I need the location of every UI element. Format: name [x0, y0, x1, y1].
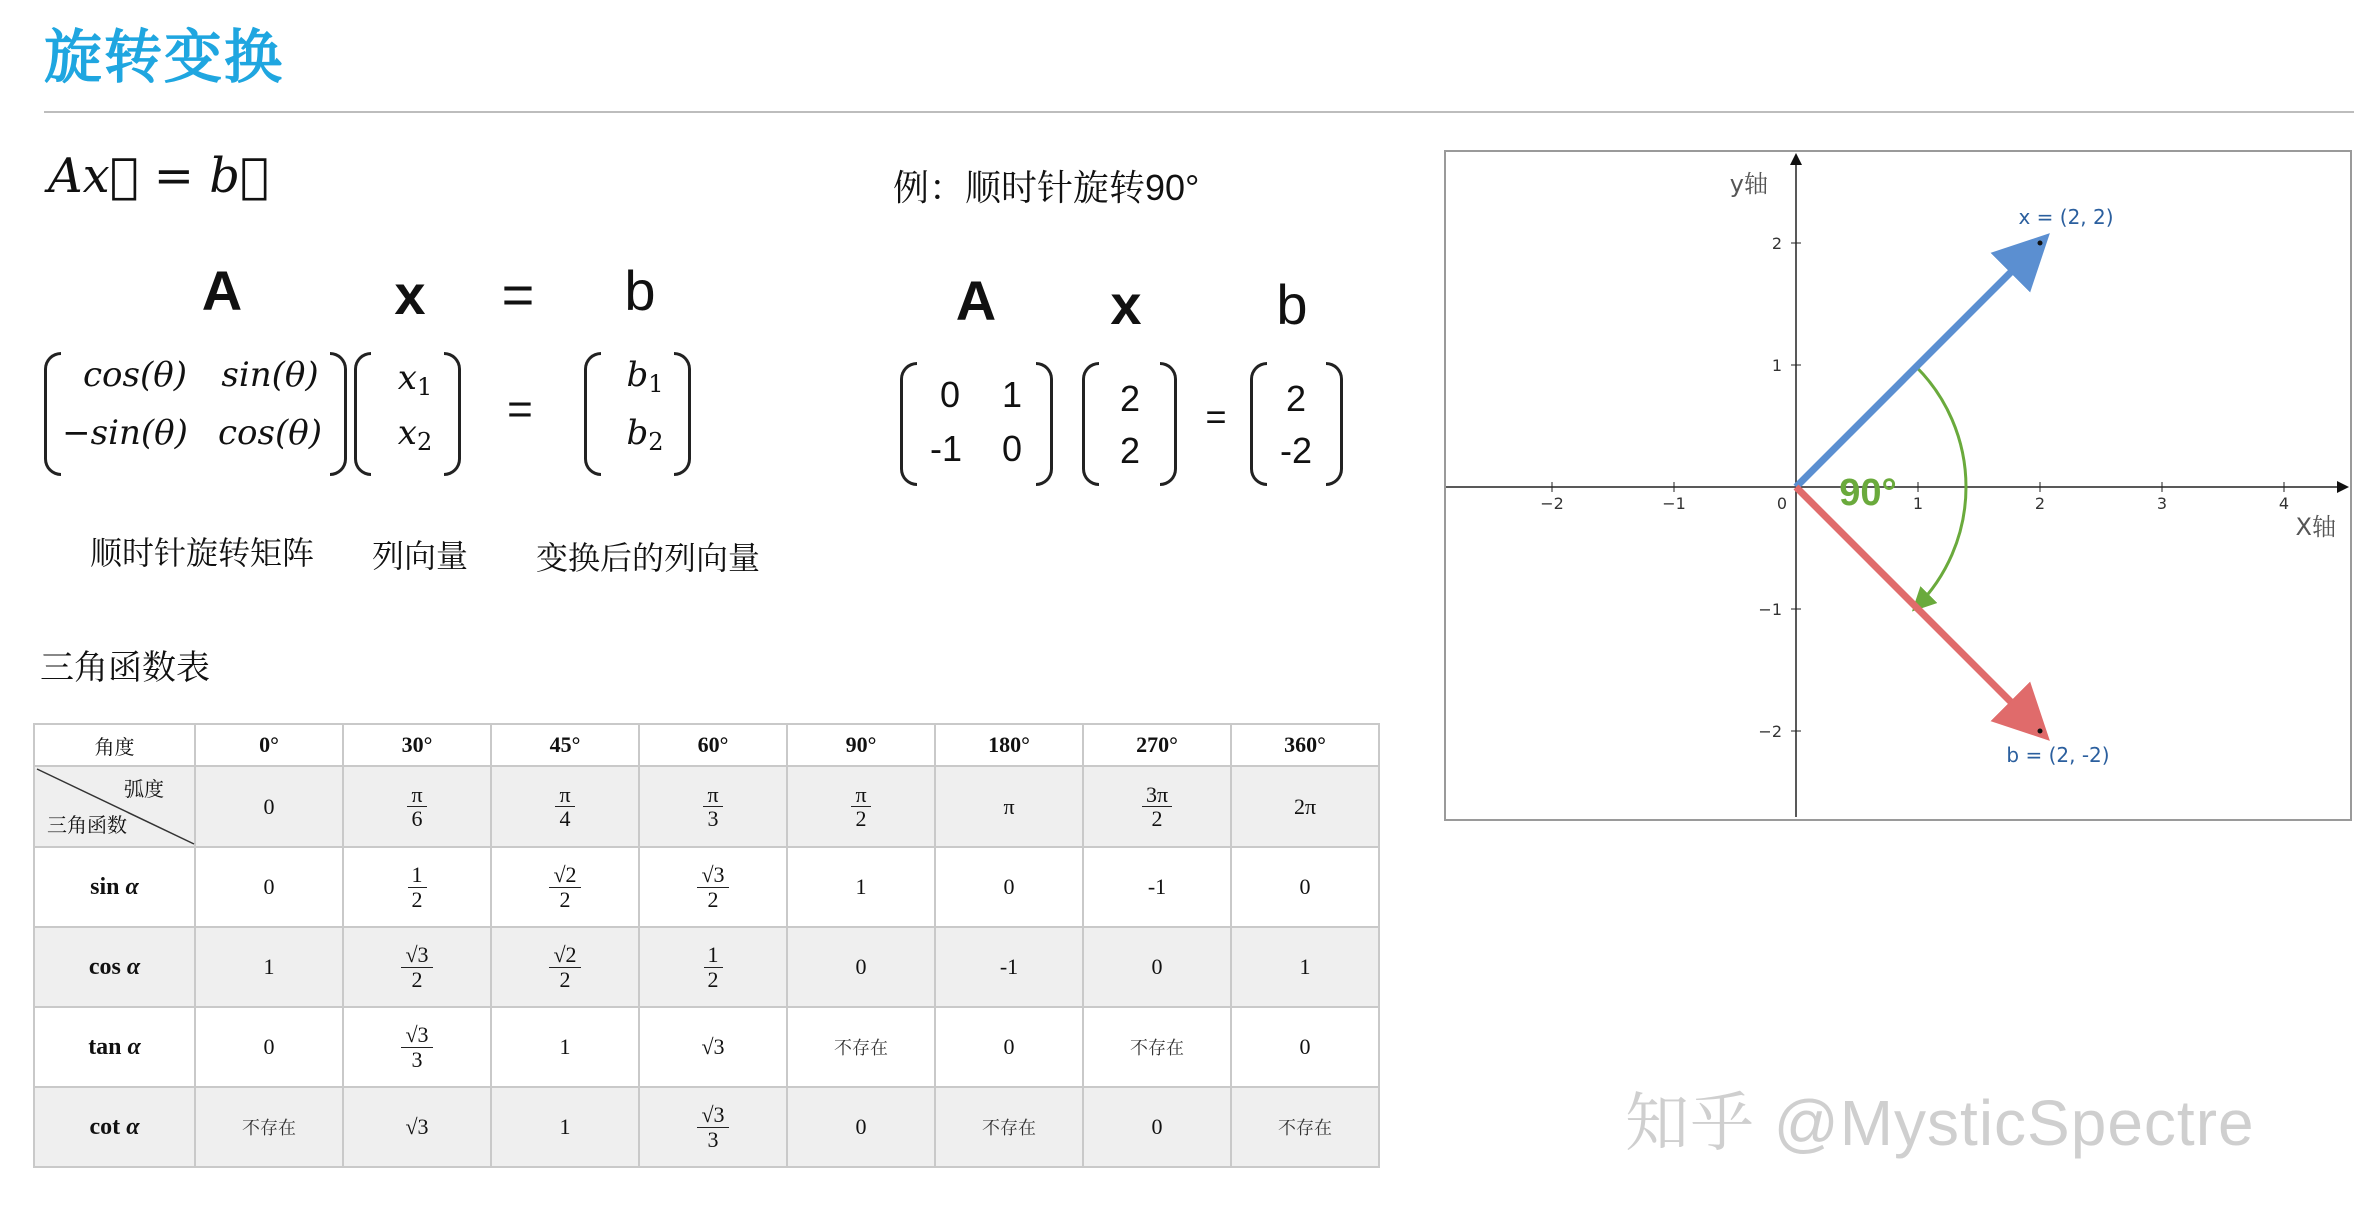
- example-vector-b-left-bracket: [1250, 362, 1267, 486]
- value-cell: 不存在: [935, 1087, 1083, 1167]
- x-tick-label: 4: [2278, 494, 2290, 513]
- vector-b-cell-2: $b_2$: [626, 413, 664, 456]
- value-cell: 1: [1231, 927, 1379, 1007]
- vector-x-arrow-tip: [2038, 241, 2043, 246]
- trig-function-label: 三角函数: [47, 813, 127, 837]
- x-tick-label: 3: [2156, 494, 2168, 513]
- table-row: [34, 927, 1379, 1007]
- radian-cell: $\frac{\pi}{2}$: [787, 766, 935, 847]
- value-cell: $\frac{√2}{2}$: [491, 927, 639, 1007]
- matrix-a-right-bracket: [330, 352, 347, 476]
- corner-diagonal-cell: [34, 766, 195, 847]
- value-cell: 0: [787, 1087, 935, 1167]
- y-tick-label: 1: [1771, 356, 1782, 375]
- y-tick-label: −1: [1758, 600, 1782, 619]
- x-tick-label: −2: [1540, 494, 1564, 513]
- vector-x-right-bracket: [444, 352, 461, 476]
- angle-header: 90°: [787, 724, 935, 766]
- value-cell: 1: [491, 1007, 639, 1087]
- matrix-a-cell-11: cos(θ): [83, 355, 187, 395]
- value-cell: 0: [1231, 847, 1379, 927]
- value-cell: 不存在: [1231, 1087, 1379, 1167]
- value-cell: 0: [195, 847, 343, 927]
- angle-header: 180°: [935, 724, 1083, 766]
- vector-b-arrow-tip: [2038, 729, 2043, 734]
- radian-cell: 2π: [1231, 766, 1379, 847]
- example-vector-x-cell-1: 2: [1119, 378, 1141, 419]
- matrix-a-cell-12: sin(θ): [221, 355, 319, 395]
- vector-b-label: b = (2, -2): [2006, 743, 2110, 767]
- value-cell: $\frac{√2}{2}$: [491, 847, 639, 927]
- value-cell: 0: [935, 1007, 1083, 1087]
- header-angle-label: 角度: [34, 724, 195, 766]
- vector-graph: [1444, 150, 2352, 821]
- value-cell: 0: [935, 847, 1083, 927]
- y-axis-label: y轴: [1729, 170, 1768, 198]
- radian-cell: 0: [195, 766, 343, 847]
- value-cell: -1: [1083, 847, 1231, 927]
- example-matrix-right-bracket: [1036, 362, 1053, 486]
- value-cell: $\frac{√3}{2}$: [343, 927, 491, 1007]
- table-row: [34, 847, 1379, 927]
- vector-b-right-bracket: [674, 352, 691, 476]
- radian-label: 弧度: [124, 777, 164, 801]
- example-vector-b-cell-1: 2: [1285, 378, 1307, 419]
- table-row: [34, 1087, 1379, 1167]
- vector-x-left-bracket: [354, 352, 371, 476]
- angle-header: 0°: [195, 724, 343, 766]
- vector-b-left-bracket: [584, 352, 601, 476]
- value-cell: $\frac{1}{2}$: [639, 927, 787, 1007]
- value-cell: 0: [1231, 1007, 1379, 1087]
- y-tick-label: 2: [1771, 234, 1782, 253]
- value-cell: √3: [639, 1007, 787, 1087]
- watermark: 知乎 @MysticSpectre: [1625, 1087, 2255, 1159]
- header-b: b: [624, 259, 656, 322]
- value-cell: 不存在: [1083, 1007, 1231, 1087]
- function-name: tan α: [34, 1007, 195, 1087]
- example-vector-b-cell-2: -2: [1279, 430, 1312, 471]
- function-name: cot α: [34, 1087, 195, 1167]
- value-cell: 不存在: [787, 1007, 935, 1087]
- angle-label: 90°: [1839, 472, 1897, 514]
- x-axis-label: X轴: [2295, 513, 2336, 541]
- angle-header: 30°: [343, 724, 491, 766]
- value-cell: 1: [491, 1087, 639, 1167]
- example-matrix-cell-12: 1: [1001, 374, 1023, 415]
- radian-cell: $\frac{3\pi}{2}$: [1083, 766, 1231, 847]
- angle-header: 45°: [491, 724, 639, 766]
- header-equals: =: [501, 263, 535, 326]
- x-tick-label: −1: [1662, 494, 1686, 513]
- value-cell: 0: [1083, 927, 1231, 1007]
- example-matrix-cell-22: 0: [1001, 428, 1023, 469]
- radian-cell: $\frac{\pi}{3}$: [639, 766, 787, 847]
- value-cell: -1: [935, 927, 1083, 1007]
- caption-column-vector: 列向量: [372, 538, 469, 574]
- value-cell: $\frac{√3}{2}$: [639, 847, 787, 927]
- y-tick-label: −2: [1758, 722, 1782, 741]
- graph-canvas: [1446, 152, 2350, 819]
- header-x: x: [394, 263, 426, 326]
- example-header-b: b: [1276, 273, 1308, 336]
- vector-x-arrow: [1796, 243, 2040, 487]
- matrix-a-left-bracket: [44, 352, 61, 476]
- function-name: sin α: [34, 847, 195, 927]
- trig-table-title: 三角函数表: [40, 649, 210, 687]
- general-equals-sign: =: [507, 385, 533, 434]
- table-row: [34, 1007, 1379, 1087]
- matrix-a-cell-22: cos(θ): [218, 413, 322, 453]
- example-matrix-cell-21: -1: [929, 428, 962, 469]
- example-matrix-left-bracket: [900, 362, 917, 486]
- example-vector-x-cell-2: 2: [1119, 430, 1141, 471]
- vector-x-cell-1: $x_1$: [397, 358, 433, 401]
- title-divider: [44, 111, 2354, 113]
- page-title: 旋转变换: [44, 25, 285, 90]
- header-a: A: [201, 259, 243, 322]
- trig-table: [33, 723, 1380, 1168]
- radian-cell: π: [935, 766, 1083, 847]
- vector-b-arrow: [1796, 487, 2040, 731]
- vector-x-cell-2: $x_2$: [397, 413, 433, 456]
- angle-header: 270°: [1083, 724, 1231, 766]
- example-matrix-cell-11: 0: [939, 374, 961, 415]
- example-equals-sign: =: [1205, 396, 1227, 437]
- value-cell: √3: [343, 1087, 491, 1167]
- example-title: 例：顺时针旋转90°: [893, 167, 1200, 208]
- vector-x-label: x = (2, 2): [2018, 205, 2114, 229]
- value-cell: 0: [195, 1007, 343, 1087]
- matrix-a-cell-21: −sin(θ): [62, 413, 188, 453]
- x-tick-label: 1: [1912, 494, 1924, 513]
- x-tick-label: 2: [2034, 494, 2046, 513]
- value-cell: $\frac{1}{2}$: [343, 847, 491, 927]
- x-tick-label: 0: [1776, 494, 1788, 513]
- vector-b-cell-1: $b_1$: [626, 355, 664, 398]
- radian-cell: $\frac{\pi}{4}$: [491, 766, 639, 847]
- value-cell: 1: [195, 927, 343, 1007]
- value-cell: 1: [787, 847, 935, 927]
- caption-transformed-vector: 变换后的列向量: [536, 540, 761, 576]
- example-vector-x-left-bracket: [1082, 362, 1099, 486]
- example-header-a: A: [955, 269, 997, 332]
- example-header-x: x: [1110, 273, 1142, 336]
- angle-header: 60°: [639, 724, 787, 766]
- main-equation: Ax⃗ = b⃗: [48, 148, 269, 204]
- angle-header: 360°: [1231, 724, 1379, 766]
- example-vector-b-right-bracket: [1326, 362, 1343, 486]
- caption-rotation-matrix: 顺时针旋转矩阵: [90, 535, 315, 571]
- function-name: cos α: [34, 927, 195, 1007]
- value-cell: $\frac{√3}{3}$: [343, 1007, 491, 1087]
- value-cell: 不存在: [195, 1087, 343, 1167]
- radian-cell: $\frac{\pi}{6}$: [343, 766, 491, 847]
- example-vector-x-right-bracket: [1160, 362, 1177, 486]
- value-cell: 0: [787, 927, 935, 1007]
- value-cell: $\frac{√3}{3}$: [639, 1087, 787, 1167]
- value-cell: 0: [1083, 1087, 1231, 1167]
